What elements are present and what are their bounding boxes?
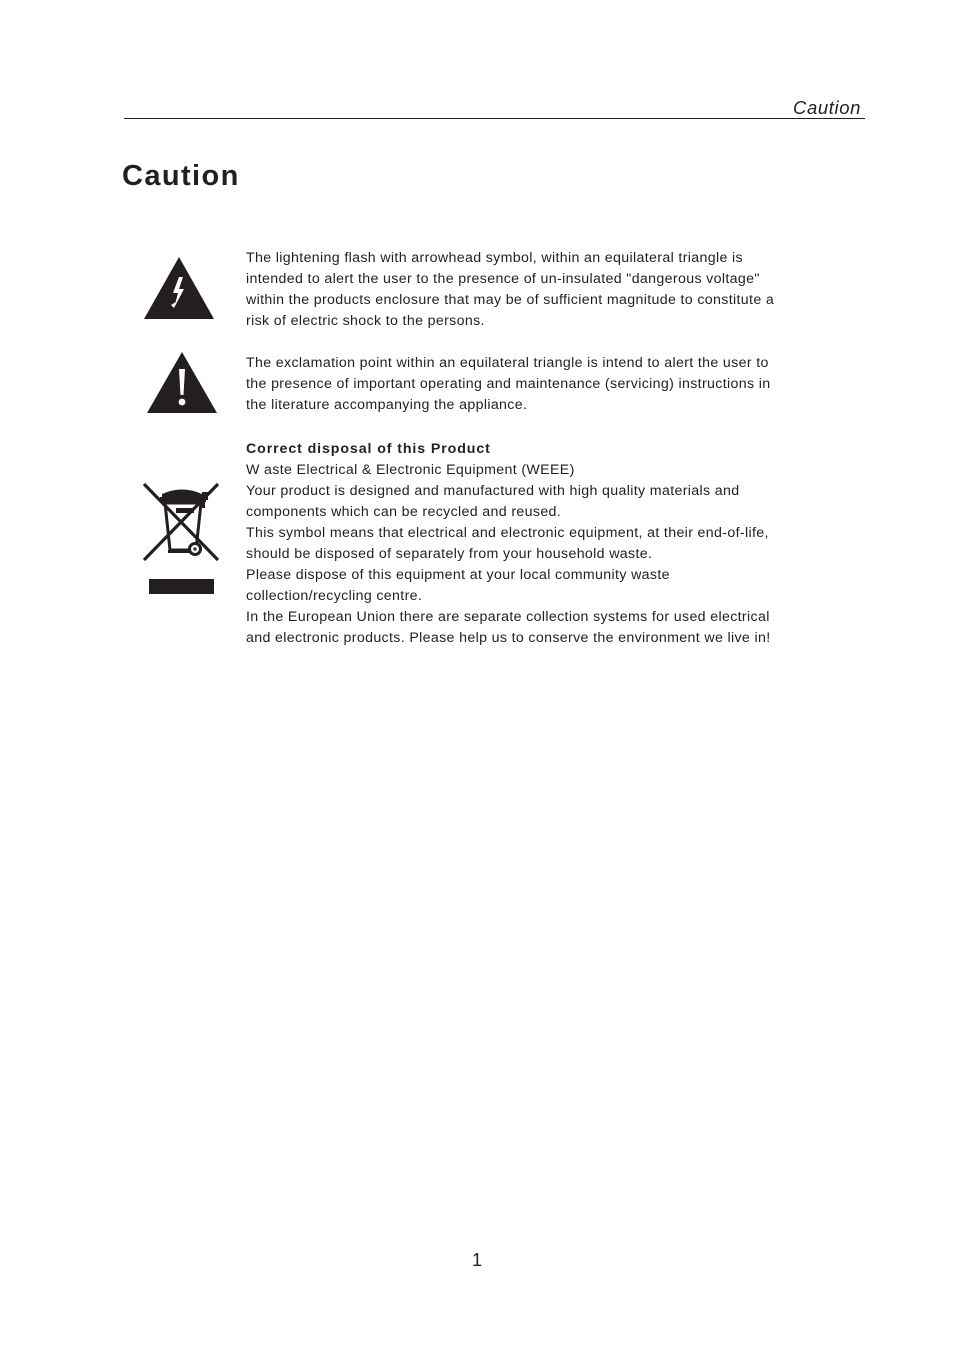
exclamation-warning-line: the presence of important operating and maintenance (servicing) instructions in (246, 376, 771, 392)
exclamation-warning-text (246, 353, 816, 416)
disposal-line: W aste Electrical & Electronic Equipment (WEEE) (246, 462, 575, 478)
header-rule (124, 118, 865, 119)
lightning-warning-text (246, 248, 816, 332)
lightning-warning-line: The lightening flash with arrowhead symbol, within an equilateral triangle is (246, 250, 743, 266)
disposal-line: Please dispose of this equipment at your local community waste (246, 567, 670, 583)
crossed-out-wheelie-bin-icon (140, 480, 224, 598)
disposal-line: collection/recycling centre. (246, 588, 423, 604)
disposal-line: In the European Union there are separate collection systems for used electrical (246, 609, 770, 625)
lightning-warning-triangle-icon (143, 256, 215, 320)
disposal-line: This symbol means that electrical and electronic equipment, at their end-of-life, (246, 525, 769, 541)
exclamation-warning-triangle-icon (146, 351, 218, 414)
lightning-warning-line: intended to alert the user to the presence of un-insulated "dangerous voltage" (246, 271, 760, 287)
lightning-warning-line: risk of electric shock to the persons. (246, 313, 485, 329)
disposal-text (246, 439, 816, 649)
exclamation-warning-line: the literature accompanying the appliance. (246, 397, 528, 413)
page-number: 1 (471, 1250, 482, 1270)
disposal-line: Your product is designed and manufactured with high quality materials and (246, 483, 740, 499)
page-title: Caution (122, 160, 240, 192)
disposal-line: should be disposed of separately from your household waste. (246, 546, 653, 562)
header-section-label: Caution (793, 97, 861, 118)
disposal-line: and electronic products. Please help us to conserve the environment we live in! (246, 630, 771, 646)
lightning-warning-line: within the products enclosure that may be of sufficient magnitude to constitute a (246, 292, 775, 308)
disposal-heading: Correct disposal of this Product (246, 441, 491, 457)
disposal-line: components which can be recycled and reused. (246, 504, 562, 520)
exclamation-warning-line: The exclamation point within an equilateral triangle is intend to alert the user to (246, 355, 769, 371)
